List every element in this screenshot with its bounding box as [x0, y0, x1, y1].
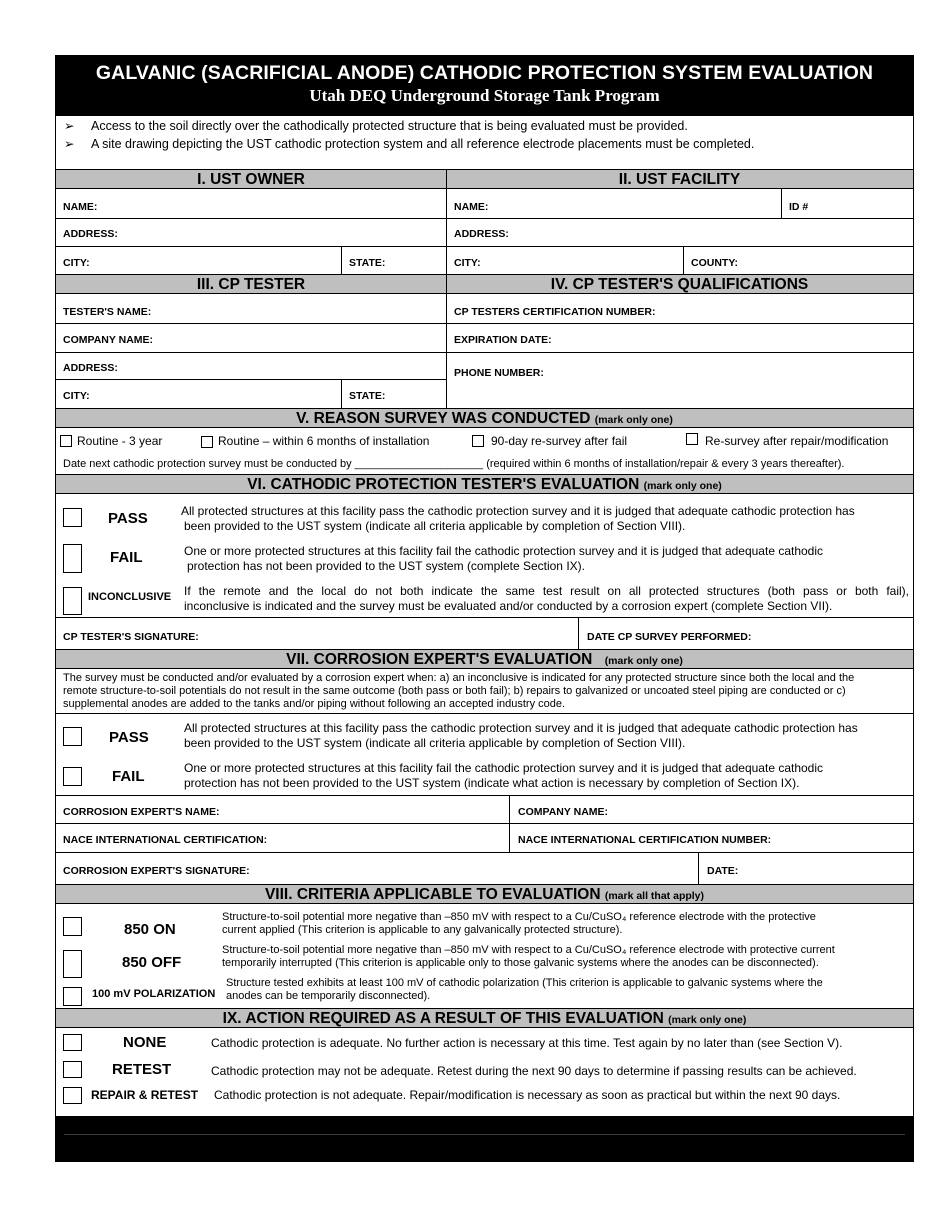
cp-evaluation-form	[55, 55, 914, 1162]
criteria-850-off-checkbox[interactable]	[63, 950, 82, 978]
expert-name-label: CORROSION EXPERT'S NAME:	[63, 806, 220, 818]
tester-name-label: TESTER'S NAME:	[63, 306, 152, 318]
criteria-850-on-checkbox[interactable]	[63, 917, 82, 936]
arrow-bullet-icon: ➢	[64, 137, 75, 151]
expert-date-label: DATE:	[707, 865, 739, 877]
tester-date-label: DATE CP SURVEY PERFORMED:	[587, 631, 752, 643]
action-none-label: NONE	[123, 1034, 167, 1051]
expert-fail-checkbox[interactable]	[63, 767, 82, 786]
criteria-100mv-checkbox[interactable]	[63, 987, 82, 1006]
section9-title: IX. ACTION REQUIRED AS A RESULT OF THIS EVALUATION (mark only one)	[56, 1008, 913, 1028]
criteria-850-on-text: Structure-to-soil potential more negative than –850 mV with respect to a Cu/CuSO₄ reference electrode with the protective current applied (This criterion is applicable to any galvanically protected structure).	[222, 911, 816, 936]
tester-address-label: ADDRESS:	[63, 362, 118, 374]
section2-title: II. UST FACILITY	[446, 169, 913, 189]
expert-fail-label: FAIL	[112, 768, 145, 785]
divider	[56, 823, 913, 824]
divider	[56, 352, 913, 353]
tester-expiration-label: EXPIRATION DATE:	[454, 334, 552, 346]
divider	[56, 852, 913, 853]
criteria-850-off-label: 850 OFF	[122, 954, 182, 971]
tester-inconclusive-checkbox[interactable]	[63, 587, 82, 615]
action-repair-label: REPAIR & RETEST	[91, 1088, 199, 1102]
action-repair-text: Cathodic protection is not adequate. Repair/modification is necessary as soon as practical but within the next 90 days.	[214, 1088, 841, 1102]
tester-fail-label: FAIL	[110, 549, 143, 566]
divider	[781, 189, 782, 218]
routine-6-months-checkbox[interactable]	[201, 436, 213, 448]
routine-3-year-label: Routine - 3 year	[77, 434, 163, 448]
next-survey-date-text: Date next cathodic protection survey must be conducted by _____________________ (required within 6 months of installation/repair & every 3 years thereafter).	[63, 458, 845, 470]
section6-title: VI. CATHODIC PROTECTION TESTER'S EVALUATION (mark only one)	[56, 474, 913, 494]
action-none-checkbox[interactable]	[63, 1034, 82, 1051]
divider	[56, 617, 913, 618]
tester-pass-label: PASS	[108, 510, 148, 527]
tester-inconclusive-text: If the remote and the local do not both indicate the same test result on all protected structures (both pass or both fail), inconclusive is indicated and the survey must be evaluated and/or conducted by a corrosion expert (complete Section VII).	[184, 584, 909, 613]
divider	[578, 617, 579, 649]
arrow-bullet-icon: ➢	[64, 119, 75, 133]
expert-fail-text: One or more protected structures at this facility fail the cathodic protection survey and it is judged that adequate cathodic protection has not been provided to the UST system (indicate what action is necessary by completion of Section IX).	[184, 761, 824, 790]
tester-company-label: COMPANY NAME:	[63, 334, 154, 346]
tester-phone-label: PHONE NUMBER:	[454, 367, 544, 379]
facility-name-label: NAME:	[454, 201, 489, 213]
instruction-1: ➢ Access to the soil directly over the cathodically protected structure that is being evaluated must be provided.	[64, 119, 688, 133]
action-none-text: Cathodic protection is adequate. No further action is necessary at this time. Test again by no later than (see Section V).	[211, 1036, 843, 1050]
section8-title: VIII. CRITERIA APPLICABLE TO EVALUATION (mark all that apply)	[56, 884, 913, 904]
divider	[56, 713, 913, 714]
expert-pass-label: PASS	[109, 729, 149, 746]
divider	[56, 795, 913, 796]
routine-3-year-checkbox[interactable]	[60, 435, 72, 447]
instruction-2: ➢ A site drawing depicting the UST cathodic protection system and all reference electrode placements must be completed.	[64, 137, 755, 151]
divider	[683, 246, 684, 274]
nace-cert-label: NACE INTERNATIONAL CERTIFICATION:	[63, 834, 268, 846]
facility-id-label: ID #	[789, 201, 809, 213]
tester-inconclusive-label: INCONCLUSIVE	[88, 591, 172, 603]
owner-name-label: NAME:	[63, 201, 98, 213]
owner-state-label: STATE:	[349, 257, 386, 269]
expert-intro-text: The survey must be conducted and/or evaluated by a corrosion expert when: a) an inconclusive is indicated for any protected structure since both the local and the remote structure-to-soil potentials do not result in the same outcome (both pass or both fail); b) repairs to galvanized or uncoated steel piping are conducted or c) supplemental anodes are added to the tanks and/or piping without following an accepted industry code.	[63, 672, 855, 710]
criteria-100mv-text: Structure tested exhibits at least 100 mV of cathodic polarization (This criterion is applicable to galvanic systems where the anodes can be temporarily disconnected).	[226, 977, 823, 1002]
tester-pass-text: All protected structures at this facility pass the cathodic protection survey and it is judged that adequate cathodic protection has been provided to the UST system (indicate all criteria applicable by completion of Section VIII).	[181, 504, 855, 533]
divider	[56, 379, 446, 380]
criteria-850-off-text: Structure-to-soil potential more negative than –850 mV with respect to a Cu/CuSO₄ reference electrode with protective current temporarily interrupted (This criterion is applicable only to those galvanic systems where the anodes can be disconnected).	[222, 944, 835, 969]
routine-6-months-label: Routine – within 6 months of installation	[218, 434, 430, 448]
divider	[446, 274, 447, 408]
tester-city-label: CITY:	[63, 390, 90, 402]
section3-title: III. CP TESTER	[56, 274, 446, 294]
action-retest-checkbox[interactable]	[63, 1061, 82, 1078]
action-repair-checkbox[interactable]	[63, 1087, 82, 1104]
divider	[56, 246, 913, 247]
expert-pass-text: All protected structures at this facility pass the cathodic protection survey and it is judged that adequate cathodic protection has been provided to the UST system (indicate all criteria applicable by completion of Section VIII).	[184, 721, 858, 750]
tester-fail-checkbox[interactable]	[63, 544, 82, 573]
owner-address-label: ADDRESS:	[63, 228, 118, 240]
form-header	[56, 56, 913, 116]
action-retest-label: RETEST	[112, 1061, 172, 1078]
form-subtitle: Utah DEQ Underground Storage Tank Program	[309, 86, 660, 105]
tester-cert-number-label: CP TESTERS CERTIFICATION NUMBER:	[454, 306, 656, 318]
resurvey-repair-label: Re-survey after repair/modification	[705, 434, 889, 448]
facility-county-label: COUNTY:	[691, 257, 739, 269]
form-title: GALVANIC (SACRIFICIAL ANODE) CATHODIC PROTECTION SYSTEM EVALUATION	[95, 62, 874, 84]
nace-cert-number-label: NACE INTERNATIONAL CERTIFICATION NUMBER:	[518, 834, 772, 846]
divider	[341, 379, 342, 408]
tester-pass-checkbox[interactable]	[63, 508, 82, 527]
expert-pass-checkbox[interactable]	[63, 727, 82, 746]
form-footer	[56, 1116, 913, 1161]
tester-signature-label: CP TESTER'S SIGNATURE:	[63, 631, 199, 643]
resurvey-repair-checkbox[interactable]	[686, 433, 698, 445]
action-retest-text: Cathodic protection may not be adequate. Retest during the next 90 days to determine if passing results can be achieved.	[211, 1064, 857, 1078]
divider	[56, 218, 913, 219]
divider	[56, 323, 913, 324]
section5-title: V. REASON SURVEY WAS CONDUCTED (mark only one)	[56, 408, 913, 428]
facility-address-label: ADDRESS:	[454, 228, 509, 240]
owner-city-label: CITY:	[63, 257, 90, 269]
divider	[698, 852, 699, 884]
resurvey-90-day-checkbox[interactable]	[472, 435, 484, 447]
criteria-850-on-label: 850 ON	[124, 921, 176, 938]
section1-title: I. UST OWNER	[56, 169, 446, 189]
facility-city-label: CITY:	[454, 257, 481, 269]
section4-title: IV. CP TESTER'S QUALIFICATIONS	[446, 274, 913, 294]
resurvey-90-day-label: 90-day re-survey after fail	[491, 434, 628, 448]
tester-fail-text: One or more protected structures at this facility fail the cathodic protection survey and it is judged that adequate cathodic protection has not been provided to the UST system (complete Section IX).	[184, 544, 824, 573]
section7-title: VII. CORROSION EXPERT'S EVALUATION (mark only one)	[56, 649, 913, 669]
criteria-100mv-label: 100 mV POLARIZATION	[92, 988, 216, 1000]
divider	[446, 169, 447, 281]
divider	[341, 246, 342, 274]
divider	[64, 1134, 905, 1135]
expert-signature-label: CORROSION EXPERT'S SIGNATURE:	[63, 865, 250, 877]
expert-company-label: COMPANY NAME:	[518, 806, 609, 818]
tester-state-label: STATE:	[349, 390, 386, 402]
